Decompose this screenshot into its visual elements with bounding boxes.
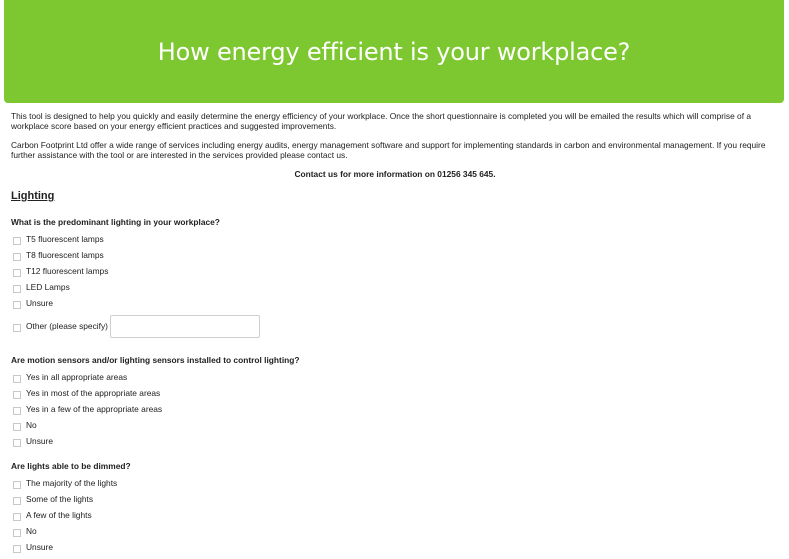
page-header bbox=[4, 0, 784, 103]
question-lighting-type-options bbox=[11, 231, 779, 341]
intro-paragraph-1: This tool is designed to help you quickly and easily determine the energy efficiency of your workplace. Once the short questionnaire is completed you will be emailed the results which will comprise of a workplace score based on your energy efficient practices and suggested improvements. bbox=[11, 111, 752, 131]
option-label: A few of the lights bbox=[26, 510, 92, 520]
checkbox-option[interactable] bbox=[11, 279, 779, 295]
question-motion-sensors-options bbox=[11, 369, 779, 449]
checkbox-option[interactable] bbox=[11, 507, 779, 523]
option-label: Some of the lights bbox=[26, 494, 94, 504]
checkbox[interactable] bbox=[13, 391, 21, 399]
questionnaire-content bbox=[11, 111, 779, 555]
option-label: T12 fluorescent lamps bbox=[26, 266, 109, 276]
option-label: Yes in most of the appropriate areas bbox=[26, 388, 161, 398]
checkbox-option[interactable] bbox=[11, 475, 779, 491]
option-label: Unsure bbox=[26, 436, 53, 446]
option-label: The majority of the lights bbox=[26, 478, 118, 488]
checkbox[interactable] bbox=[13, 481, 21, 489]
checkbox-option[interactable] bbox=[11, 491, 779, 507]
checkbox[interactable] bbox=[13, 324, 21, 332]
checkbox[interactable] bbox=[13, 301, 21, 309]
option-label: T8 fluorescent lamps bbox=[26, 250, 104, 260]
checkbox-option[interactable] bbox=[11, 433, 779, 449]
question-motion-sensors: Are motion sensors and/or lighting sensors installed to control lighting? bbox=[11, 355, 300, 365]
option-label: No bbox=[26, 526, 37, 536]
question-dimmable-lights-options bbox=[11, 475, 779, 555]
checkbox-option[interactable] bbox=[11, 295, 779, 311]
section-title-lighting: Lighting bbox=[11, 190, 55, 202]
option-label: Unsure bbox=[26, 542, 53, 552]
checkbox-option[interactable] bbox=[11, 231, 779, 247]
checkbox-option[interactable] bbox=[11, 401, 779, 417]
option-label: Yes in a few of the appropriate areas bbox=[26, 404, 163, 414]
checkbox-option[interactable] bbox=[11, 369, 779, 385]
option-label: T5 fluorescent lamps bbox=[26, 234, 104, 244]
checkbox[interactable] bbox=[13, 513, 21, 521]
checkbox[interactable] bbox=[13, 545, 21, 553]
page-title: How energy efficient is your workplace? bbox=[157, 37, 631, 66]
checkbox-option[interactable] bbox=[11, 247, 779, 263]
checkbox[interactable] bbox=[13, 529, 21, 537]
question-lighting-type: What is the predominant lighting in your workplace? bbox=[11, 217, 220, 227]
checkbox[interactable] bbox=[13, 439, 21, 447]
checkbox-option-other[interactable] bbox=[11, 311, 779, 341]
contact-info: Contact us for more information on 01256 345 645. bbox=[294, 169, 496, 179]
option-label: Yes in all appropriate areas bbox=[26, 372, 128, 382]
checkbox-option[interactable] bbox=[11, 523, 779, 539]
checkbox-option[interactable] bbox=[11, 385, 779, 401]
other-specify-input[interactable] bbox=[110, 315, 260, 338]
option-label: No bbox=[26, 420, 37, 430]
option-label: Unsure bbox=[26, 298, 53, 308]
question-dimmable-lights: Are lights able to be dimmed? bbox=[11, 461, 131, 471]
checkbox-option[interactable] bbox=[11, 263, 779, 279]
option-label: LED Lamps bbox=[26, 282, 70, 292]
intro-paragraph-2: Carbon Footprint Ltd offer a wide range of services including energy audits, energy management software and support for implementing standards in carbon and environmental management. If you require further assistance with the tool or are interested in the services provided please contact us. bbox=[11, 140, 766, 160]
checkbox[interactable] bbox=[13, 497, 21, 505]
checkbox[interactable] bbox=[13, 423, 21, 431]
checkbox-option[interactable] bbox=[11, 417, 779, 433]
checkbox[interactable] bbox=[13, 407, 21, 415]
checkbox[interactable] bbox=[13, 253, 21, 261]
checkbox[interactable] bbox=[13, 237, 21, 245]
checkbox[interactable] bbox=[13, 285, 21, 293]
checkbox-option[interactable] bbox=[11, 539, 779, 555]
option-label: Other (please specify) bbox=[26, 321, 108, 331]
checkbox[interactable] bbox=[13, 269, 21, 277]
checkbox[interactable] bbox=[13, 375, 21, 383]
